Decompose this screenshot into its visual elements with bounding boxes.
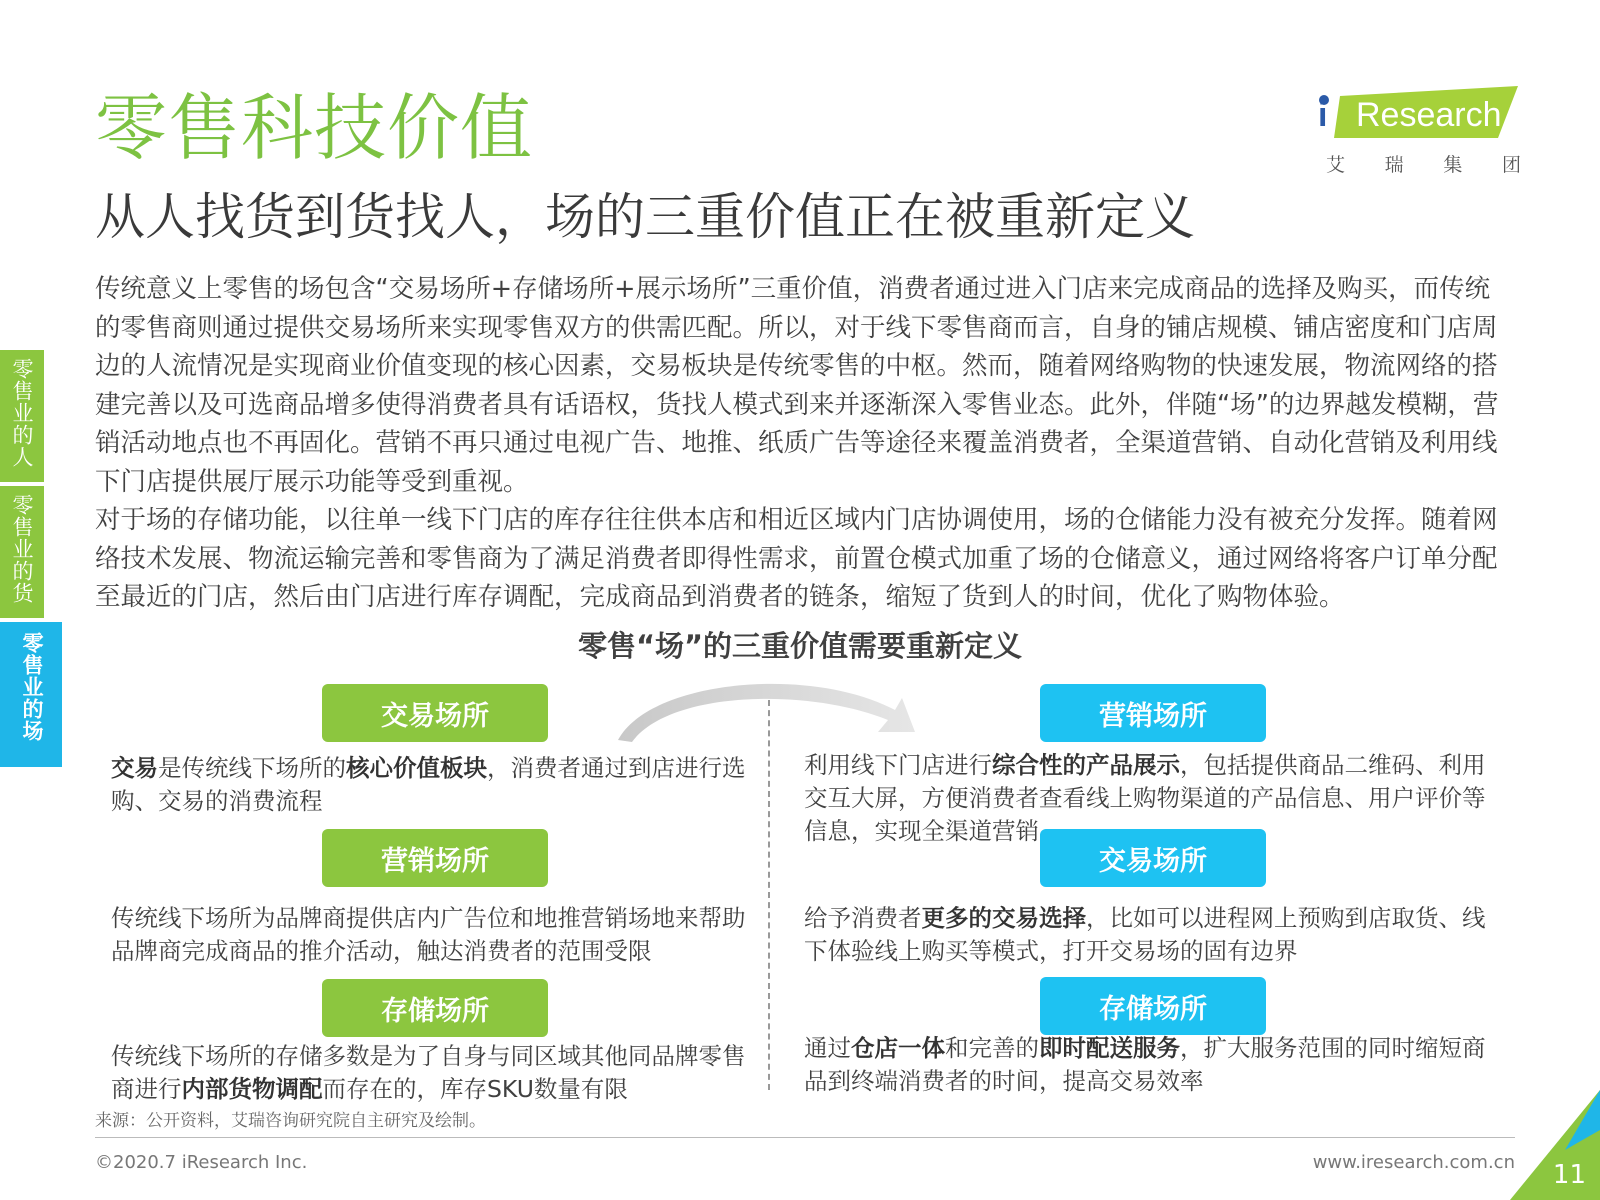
logo-chinese-name	[1326, 150, 1521, 177]
left-desc-storage: 传统线下场所的存储多数是为了自身与同区域其他同品牌零售商进行内部货物调配而存在的，库存SKU数量有限	[111, 1042, 746, 1103]
sidebar-tab-goods[interactable]: 零售业的货	[0, 486, 44, 618]
right-pill-transaction: 交易场所	[1040, 829, 1266, 887]
diagram-title: 零售“场”的三重价值需要重新定义	[577, 629, 1023, 663]
logo-char: 团	[1501, 154, 1521, 176]
sidebar-tab-people[interactable]: 零售业的人	[0, 350, 44, 482]
right-pill-storage: 存储场所	[1040, 977, 1266, 1035]
source-note: 来源：公开资料，艾瑞咨询研究院自主研究及绘制。	[95, 1111, 486, 1131]
logo-char: 艾	[1326, 154, 1346, 176]
body-text	[95, 270, 1515, 617]
curved-arrow-icon	[610, 670, 940, 750]
body-paragraph: 对于场的存储功能，以往单一线下门店的库存往往供本店和相近区域内门店协调使用，场的仓储能力没有被充分发挥。随着网络技术发展、物流运输完善和零售商为了满足消费者即得性需求，前置仓模式加重了场的仓储意义，通过网络将客户订单分配至最近的门店，然后由门店进行库存调配，完成商品到消费者的链条，缩短了货到人的时间，优化了购物体验。	[95, 505, 1498, 612]
left-desc-marketing: 传统线下场所为品牌商提供店内广告位和地推营销场地来帮助品牌商完成商品的推介活动，触达消费者的范围受限	[111, 904, 746, 965]
website-link[interactable]: www.iresearch.com.cn	[1312, 1152, 1515, 1173]
right-desc-marketing: 利用线下门店进行综合性的产品展示，包括提供商品二维码、利用交互大屏，方便消费者查看线上购物渠道的产品信息、用户评价等信息，实现全渠道营销	[804, 751, 1486, 845]
body-paragraph: 传统意义上零售的场包含“交易场所+存储场所+展示场所”三重价值，消费者通过进入门店来完成商品的选择及购买，而传统的零售商则通过提供交易场所来实现零售双方的供需匹配。所以，对于线下零售商而言，自身的铺店规模、铺店密度和门店周边的人流情况是实现商业价值变现的核心因素，交易板块是传统零售的中枢。然而，随着网络购物的快速发展，物流网络的搭建完善以及可选商品增多使得消费者具有话语权，货找人模式到来并逐渐深入零售业态。此外，伴随“场”的边界越发模糊，营销活动地点也不再固化。营销不再只通过电视广告、地推、纸质广告等途径来覆盖消费者，全渠道营销、自动化营销及利用线下门店提供展厅展示功能等受到重视。	[95, 274, 1499, 497]
right-desc-storage: 通过仓店一体和完善的即时配送服务，扩大服务范围的同时缩短商品到终端消费者的时间，提高交易效率	[804, 1034, 1486, 1095]
page-number: 11	[1552, 1160, 1586, 1190]
right-desc-transaction: 给予消费者更多的交易选择，比如可以进程网上预购到店取货、线下体验线上购买等模式，打开交易场的固有边界	[804, 904, 1486, 965]
left-desc-transaction: 交易是传统线下场所的核心价值板块，消费者通过到店进行选购、交易的消费流程	[111, 754, 746, 815]
logo-letter-i: i	[1318, 96, 1328, 134]
left-pill-storage: 存储场所	[322, 979, 548, 1037]
right-pill-marketing: 营销场所	[1040, 684, 1266, 742]
logo-char: 瑞	[1384, 154, 1404, 176]
sidebar-tab-place[interactable]: 零售业的场	[0, 622, 62, 767]
logo-char: 集	[1443, 154, 1463, 176]
section-sidebar	[0, 350, 62, 767]
page-subtitle: 从人找货到货找人，场的三重价值正在被重新定义	[95, 188, 1195, 246]
center-divider	[768, 700, 770, 1090]
iresearch-logo	[1318, 86, 1521, 182]
copyright: ©2020.7 iResearch Inc.	[95, 1152, 308, 1173]
left-pill-transaction: 交易场所	[322, 684, 548, 742]
logo-wordmark: Research	[1356, 96, 1502, 134]
page-title: 零售科技价值	[95, 86, 534, 170]
footer-divider	[95, 1137, 1515, 1138]
left-pill-marketing: 营销场所	[322, 829, 548, 887]
